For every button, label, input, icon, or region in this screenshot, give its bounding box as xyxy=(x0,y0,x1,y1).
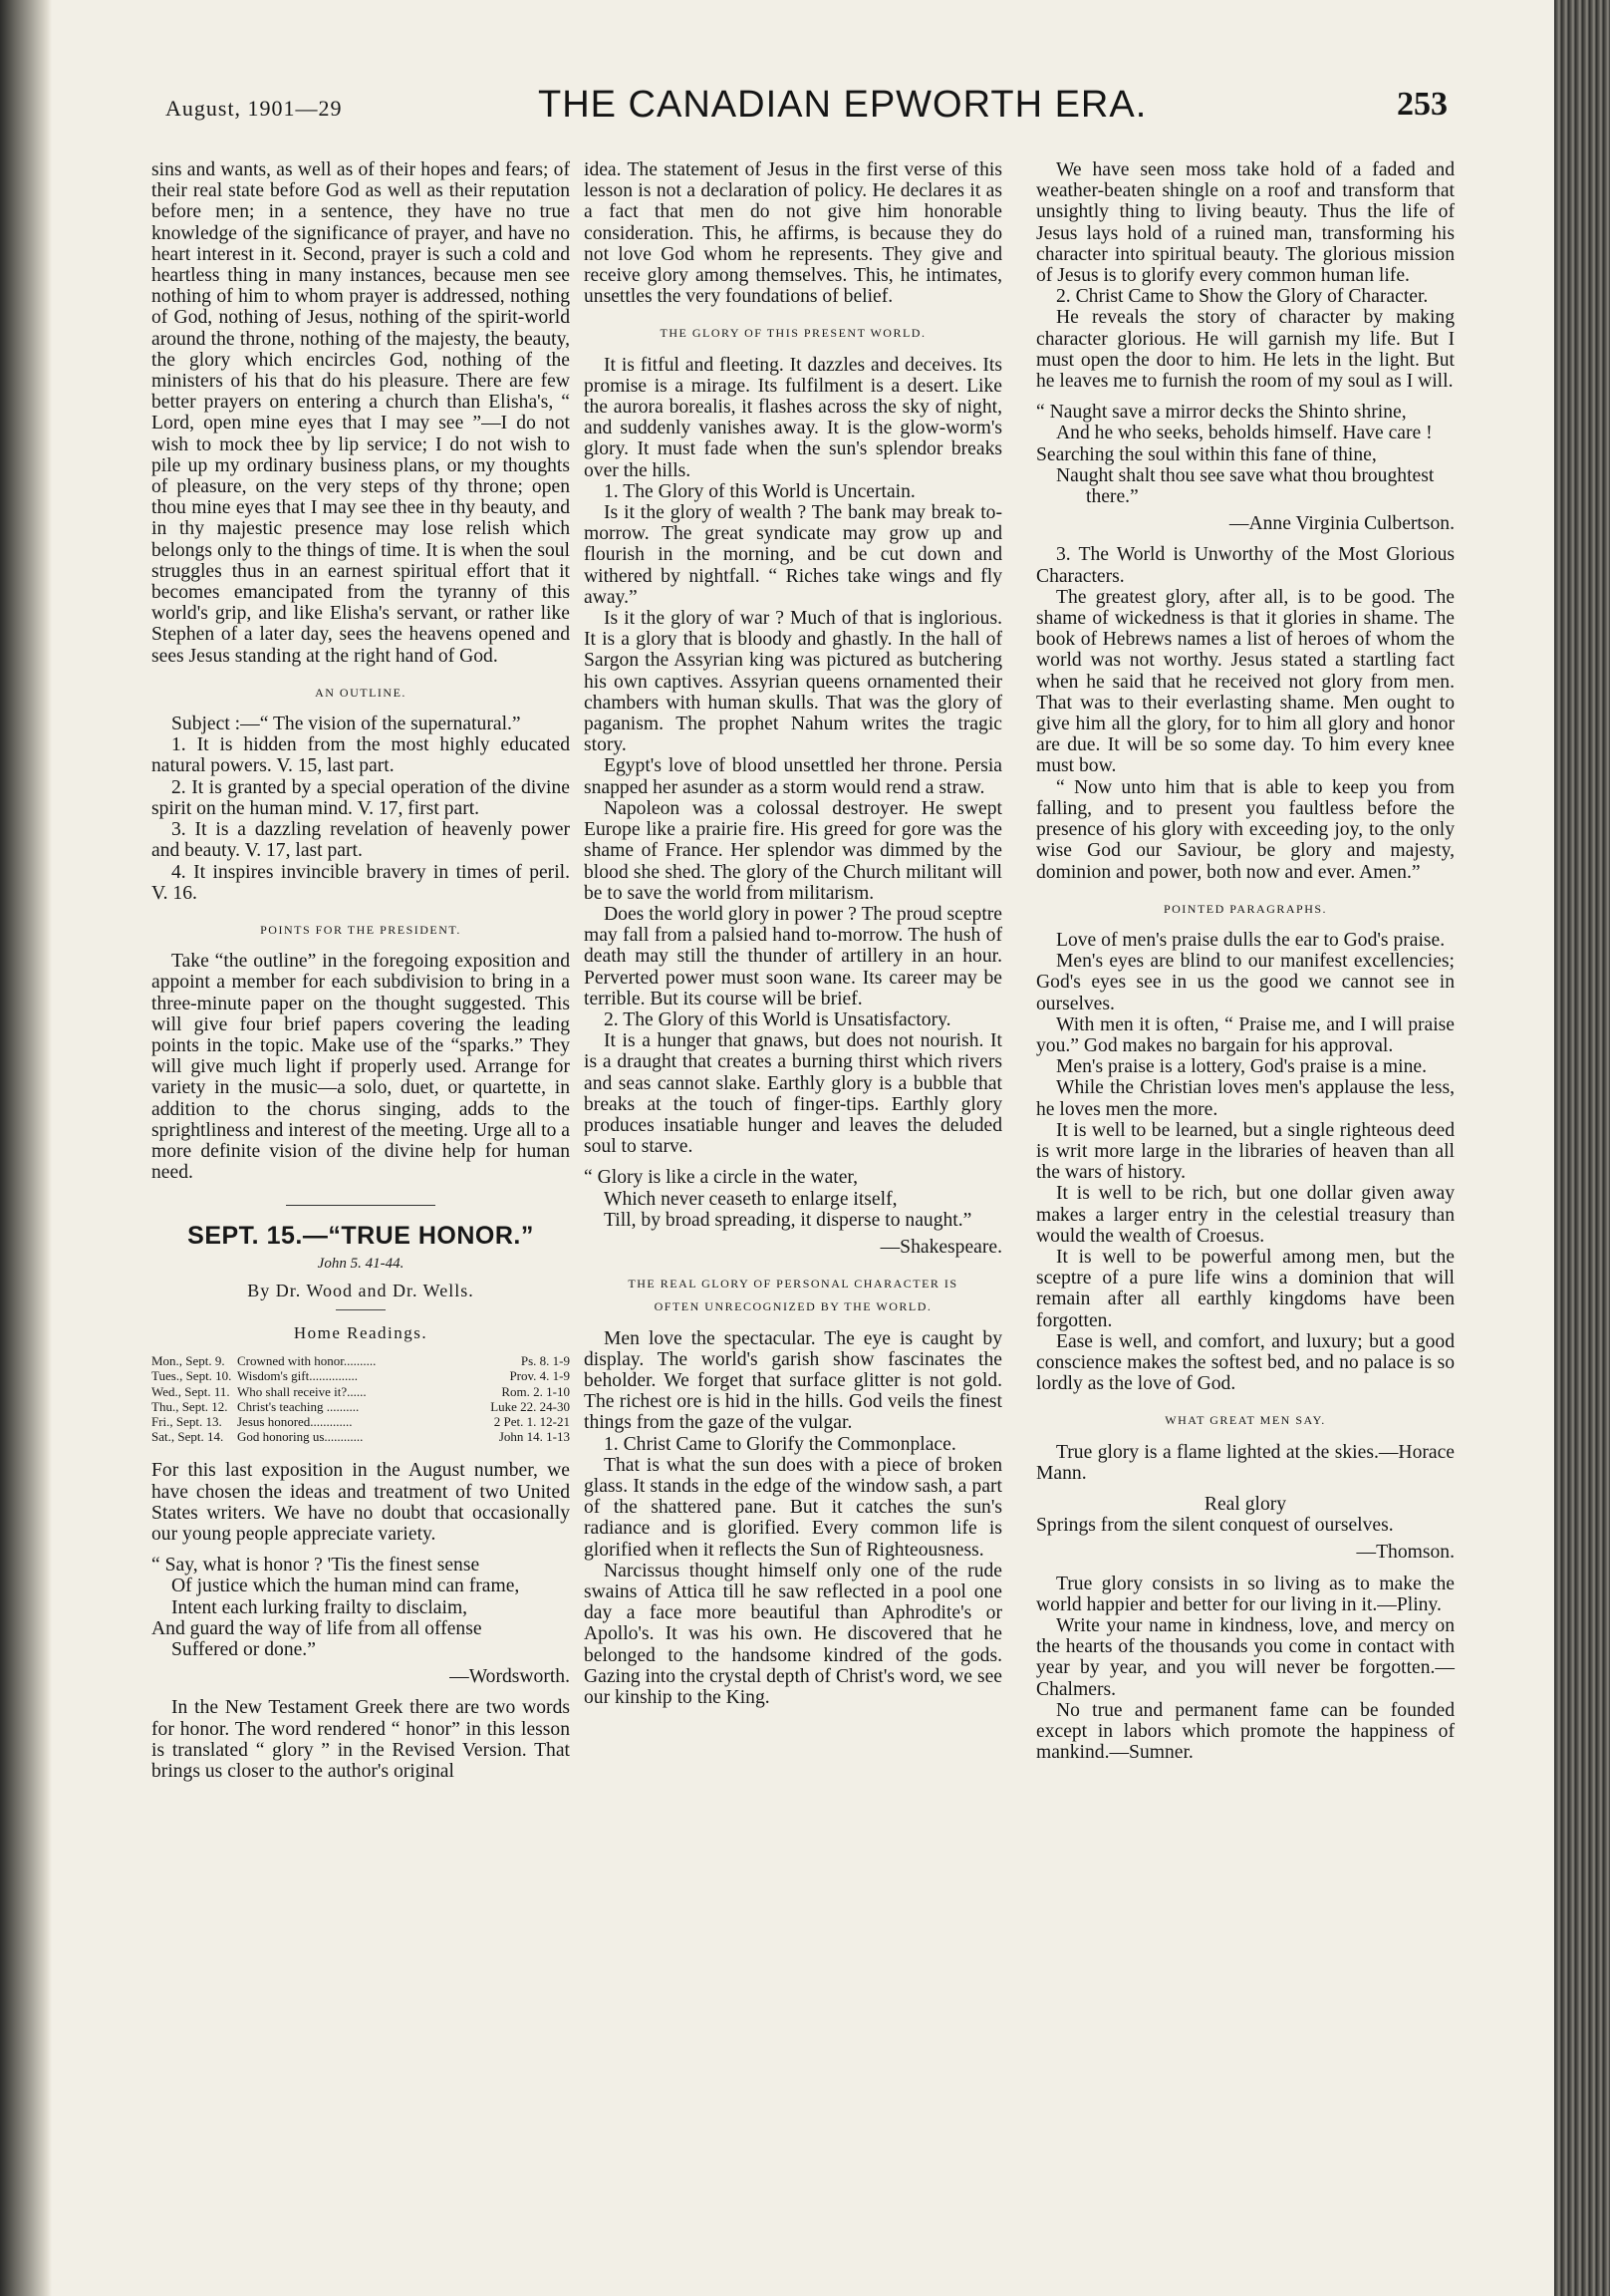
pointed-paragraph: While the Christian loves men's applause the less, he loves men the more. xyxy=(1036,1077,1455,1120)
pointed-paragraph: It is well to be rich, but one dollar given away makes a larger entry in the celestial treasury than would the wealth of Croesus. xyxy=(1036,1183,1455,1247)
quotation: True glory consists in so living as to make the world happier and better for our living in it.—Pliny. xyxy=(1036,1573,1455,1615)
paragraph: Men love the spectacular. The eye is caught by display. The world's garish show fascinates the beholder. We forget that surface glitter is not gold. The richest ore is hid in the hills. God veils the finest things from the gaze of the vulgar. xyxy=(584,1327,1002,1434)
section-heading: WHAT GREAT MEN SAY. xyxy=(1165,1413,1326,1428)
poem xyxy=(1036,1494,1455,1536)
paragraph: In the New Testament Greek there are two words for honor. The word rendered “ honor” in this lesson is translated “ glory ” in the Revised Version. That brings us closer to the author's original xyxy=(151,1697,570,1783)
paragraph: The greatest glory, after all, is to be good. The shame of wickedness is that it glories in shame. The book of Hebrews names a list of heroes of whom the world was not worthy. Jesus stated a startling fact when he said that he received not glory from men. That was to their everlasting shame. Men ought to give him all the glory, for to him all glory and honor are due. It will be so some day. To him every knee must bow. xyxy=(1036,586,1455,777)
pointed-paragraph: Men's praise is a lottery, God's praise is a mine. xyxy=(1056,1056,1428,1078)
pointed-paragraph: It is well to be learned, but a single righteous deed is writ more large in the libraries of heaven than all the wars of history. xyxy=(1036,1119,1455,1184)
poem-line: “ Say, what is honor ? 'Tis the finest sense xyxy=(151,1555,480,1577)
book-page-edges xyxy=(1554,0,1610,2296)
outline-item: 2. It is granted by a special operation of the divine spirit on the human mind. V. 17, first part. xyxy=(151,776,570,819)
poem-line: Naught shalt thou see save what thou broughtest there.” xyxy=(1056,464,1435,508)
quotation: No true and permanent fame can be founded except in labors which promote the happiness of mankind.—Sumner. xyxy=(1036,1699,1455,1764)
lesson-title: SEPT. 15.—“TRUE HONOR.” xyxy=(187,1222,534,1251)
quotation: True glory is a flame lighted at the skies.—Horace Mann. xyxy=(1036,1441,1455,1484)
pointed-paragraph: Love of men's praise dulls the ear to God's praise. xyxy=(1056,929,1446,951)
paragraph: Is it the glory of war ? Much of that is inglorious. It is a glory that is bloody and ghastly. In the hall of Sargon the Assyrian king was pictured as butchering his own captives. Assyrian queens ornamented their chambers with human skulls. That was the glory of paganism. The prophet Nahum writes the tragic story. xyxy=(584,608,1002,756)
lesson-authors: By Dr. Wood and Dr. Wells. xyxy=(247,1280,474,1300)
reading-title: God honoring us............ xyxy=(237,1429,364,1445)
paragraph: Narcissus thought himself only one of the rude swains of Attica till he saw reflected in a pool one day a face more beautiful than Aphrodite's or Apollo's. It was his own. He discovered that he belonged to the handsome kindred of the gods. Gazing into the crystal depth of Christ's word, we see our kinship to the King. xyxy=(584,1560,1002,1709)
section-heading: AN OUTLINE. xyxy=(315,685,406,700)
reading-row xyxy=(151,1384,570,1399)
reading-day: Tues., Sept. 10. xyxy=(151,1368,232,1384)
paragraph: Is it the glory of wealth ? The bank may break to-morrow. The great syndicate may grow up and flourish in the morning, and be cut down and withered by nightfall. “ Riches take wings and fly away.” xyxy=(584,502,1002,608)
reading-title: Wisdom's gift............... xyxy=(237,1368,358,1384)
poem xyxy=(1036,402,1455,507)
poem-line: “ Naught save a mirror decks the Shinto shrine, xyxy=(1036,402,1407,424)
quote-attribution: —Thomson. xyxy=(1356,1542,1455,1564)
reading-ref: Rom. 2. 1-10 xyxy=(501,1383,570,1399)
reading-ref: Prov. 4. 1-9 xyxy=(509,1368,570,1384)
reading-day: Sat., Sept. 14. xyxy=(151,1429,224,1445)
poem-line: Till, by broad spreading, it disperse to naught.” xyxy=(604,1209,972,1231)
lesson-scripture-ref: John 5. 41-44. xyxy=(317,1255,404,1272)
divider xyxy=(336,1309,386,1310)
poem-attribution: —Shakespeare. xyxy=(880,1236,1002,1258)
paragraph: idea. The statement of Jesus in the first verse of this lesson is not a declaration of policy. He declares it as a fact that men do not give him honorable consideration. This, he affirms, is because they do not love God whom he represents. They give and receive glory among themselves. This, he intimates, unsettles the very foundations of belief. xyxy=(584,159,1002,308)
section-heading: OFTEN UNRECOGNIZED BY THE WORLD. xyxy=(654,1299,933,1314)
paragraph: Napoleon was a colossal destroyer. He swept Europe like a prairie fire. His greed for gore was the shame of France. Her splendor was dimmed by the blood she shed. The glory of the Church militant will be to save the world from militarism. xyxy=(584,797,1002,904)
paragraph: Egypt's love of blood unsettled her throne. Persia snapped her asunder as a storm would rend a straw. xyxy=(584,755,1002,798)
pointed-paragraph: Ease is well, and comfort, and luxury; but a good conscience makes the softest bed, and no palace is so lordly as the love of God. xyxy=(1036,1330,1455,1395)
poem-line: Of justice which the human mind can frame, xyxy=(171,1576,520,1597)
reading-title: Who shall receive it?...... xyxy=(237,1383,367,1399)
home-readings-title: Home Readings. xyxy=(293,1322,428,1342)
page-number: 253 xyxy=(1397,86,1448,123)
paragraph: It is fitful and fleeting. It dazzles and deceives. Its promise is a mirage. Its fulfilment is a desert. Like the aurora borealis, it flashes across the sky of night, and suddenly vanishes away. It is the glow-worm's glory. It must fade when the sun's splendor breaks over the hills. xyxy=(584,354,1002,481)
reading-row xyxy=(151,1368,570,1383)
poem-line: Springs from the silent conquest of ourselves. xyxy=(1036,1515,1394,1537)
poem-attribution: —Anne Virginia Culbertson. xyxy=(1228,513,1455,535)
masthead-title: THE CANADIAN EPWORTH ERA. xyxy=(538,84,1148,126)
paragraph: Does the world glory in power ? The proud sceptre may fall from a palsied hand to-morrow. The hush of death may still the thunder of artillery in an hour. Perverted power must soon wane. Its career may be terrible. But its course will be brief. xyxy=(584,903,1002,1009)
subheading: 2. The Glory of this World is Unsatisfactory. xyxy=(604,1008,951,1030)
poem xyxy=(151,1555,570,1660)
paragraph: For this last exposition in the August number, we have chosen the ideas and treatment of two United States writers. We have no doubt that occasionally our young people appreciate variety. xyxy=(151,1460,570,1545)
reading-title: Jesus honored............. xyxy=(237,1413,353,1429)
poem-attribution: —Wordsworth. xyxy=(449,1666,570,1688)
subheading: 2. Christ Came to Show the Glory of Character. xyxy=(1056,286,1429,308)
reading-ref: Ps. 8. 1-9 xyxy=(520,1353,570,1369)
column-right xyxy=(1036,159,1455,1763)
poem-line: Intent each lurking frailty to disclaim, xyxy=(171,1596,468,1618)
paragraph: That is what the sun does with a piece of broken glass. It stands in the edge of the window sash, a part of the shattered pane. But it catches the sun's radiance and is glorified. Every common life is glorified when it reflects the Sun of Righteousness. xyxy=(584,1454,1002,1561)
subheading: 1. The Glory of this World is Uncertain. xyxy=(604,480,916,502)
poem xyxy=(584,1167,1002,1231)
pointed-paragraph: It is well to be powerful among men, but the sceptre of a pure life wins a dominion that will remain after all earthly kingdoms have been forgotten. xyxy=(1036,1246,1455,1331)
subheading: 1. Christ Came to Glorify the Commonplace. xyxy=(604,1433,956,1455)
section-heading: THE GLORY OF THIS PRESENT WORLD. xyxy=(660,326,927,341)
issue-date: August, 1901—29 xyxy=(165,96,343,121)
outline-item: 1. It is hidden from the most highly educated natural powers. V. 15, last part. xyxy=(151,734,570,777)
column-middle xyxy=(584,159,1002,1708)
poem-line: And he who seeks, beholds himself. Have care ! xyxy=(1056,423,1433,444)
section-heading: THE REAL GLORY OF PERSONAL CHARACTER IS xyxy=(628,1277,958,1292)
outline-item: 4. It inspires invincible bravery in times of peril. V. 16. xyxy=(151,861,570,904)
column-left xyxy=(151,159,570,1782)
paragraph: He reveals the story of character by making character glorious. He will garnish my life. But I must open the door to him. He lets in the light. But he leaves me to furnish the room of my soul as I will. xyxy=(1036,307,1455,393)
reading-ref: 2 Pet. 1. 12-21 xyxy=(493,1413,570,1429)
quotation: “ Now unto him that is able to keep you from falling, and to present you faultless before the presence of his glory with exceeding joy, to the only wise God our Saviour, be glory and majesty, dominion and power, both now and ever. Amen.” xyxy=(1036,776,1455,883)
reading-title: Crowned with honor.......... xyxy=(237,1353,377,1369)
poem-line: “ Glory is like a circle in the water, xyxy=(584,1167,859,1189)
section-heading: POINTED PARAGRAPHS. xyxy=(1163,901,1328,916)
subheading: 3. The World is Unworthy of the Most Glorious Characters. xyxy=(1036,544,1455,587)
quotation: Write your name in kindness, love, and mercy on the hearts of the thousands you come in contact with year by year, and you will never be forgotten.—Chalmers. xyxy=(1036,1615,1455,1700)
poem-line: Real glory xyxy=(1204,1493,1287,1515)
reading-row xyxy=(151,1353,570,1368)
paragraph: Take “the outline” in the foregoing exposition and appoint a member for each subdivision to bring in a three-minute paper on the thought suggested. This will give four brief papers covering the leading points in the topic. Make use of the “sparks.” They will give much light if properly used. Arrange for variety in the music—a solo, duet, or quartette, in addition to the chorus singing, adds to the sprightliness and interest of the meeting. Urge all to a more definite vision of the divine help for human need. xyxy=(151,951,570,1184)
poem-line: Searching the soul within this fane of thine, xyxy=(1036,443,1377,465)
poem-line: And guard the way of life from all offense xyxy=(151,1617,482,1639)
section-heading: POINTS FOR THE PRESIDENT. xyxy=(260,922,461,937)
reading-day: Mon., Sept. 9. xyxy=(151,1353,225,1369)
reading-row xyxy=(151,1414,570,1429)
reading-title: Christ's teaching .......... xyxy=(237,1398,360,1414)
reading-ref: John 14. 1-13 xyxy=(498,1429,570,1445)
poem-line: Suffered or done.” xyxy=(171,1639,316,1660)
paragraph: We have seen moss take hold of a faded and weather-beaten shingle on a roof and transform that unsightly thing to living beauty. Thus the life of Jesus lays hold of a ruined man, transforming his character into spiritual beauty. The glorious mission of Jesus is to glorify every common human life. xyxy=(1036,159,1455,287)
reading-row xyxy=(151,1399,570,1414)
readings-table xyxy=(151,1353,570,1444)
pointed-paragraph: With men it is often, “ Praise me, and I will praise you.” God makes no bargain for his approval. xyxy=(1036,1013,1455,1056)
paragraph: sins and wants, as well as of their hopes and fears; of their real state before God as well as their reputation before men; in a sentence, they have no true knowledge of the significance of prayer, and have no heart interest in it. Second, prayer is such a cold and heartless thing in many instances, because men see nothing of him to whom prayer is addressed, nothing of God, nothing of Jesus, nothing of the spirit-world around the throne, nothing of the majesty, the beauty, the glory which encircles God, nothing of the ministers of his that do his pleasure. There are few better prayers on entering a church than Elisha's, “ Lord, open mine eyes that I may see ”—I do not wish to mock thee by lip service; I do not wish to pile up my ordinary business plans, or my thoughts of pleasure, on the very steps of thy throne; open thou mine eyes that I may see thee in thy beauty, and in thy majestic presence may lose relish which belongs only to the things of time. It is when the soul struggles thus in an earnest spiritual effort that it becomes emancipated from the tyranny of this world's grip, and like Elisha's servant, or rather like Stephen of a later day, sees the heavens opened and sees Jesus standing at the right hand of God. xyxy=(151,159,570,667)
reading-row xyxy=(151,1429,570,1444)
reading-day: Fri., Sept. 13. xyxy=(151,1413,222,1429)
reading-day: Wed., Sept. 11. xyxy=(151,1383,230,1399)
outline-item: 3. It is a dazzling revelation of heavenly power and beauty. V. 17, last part. xyxy=(151,819,570,862)
reading-day: Thu., Sept. 12. xyxy=(151,1398,228,1414)
divider xyxy=(286,1205,435,1206)
outline-subject: Subject :—“ The vision of the supernatural.” xyxy=(171,714,521,735)
paragraph: It is a hunger that gnaws, but does not nourish. It is a draught that creates a burning thirst which rivers and seas cannot slake. Earthly glory is a bubble that breaks at the touch of finger-tips. Earthly glory produces insatiable hunger and leaves the deluded soul to starve. xyxy=(584,1030,1002,1158)
reading-ref: Luke 22. 24-30 xyxy=(490,1398,570,1414)
pointed-paragraph: Men's eyes are blind to our manifest excellencies; God's eyes see in us the good we cannot see in ourselves. xyxy=(1036,951,1455,1014)
poem-line: Which never ceaseth to enlarge itself, xyxy=(604,1188,898,1210)
